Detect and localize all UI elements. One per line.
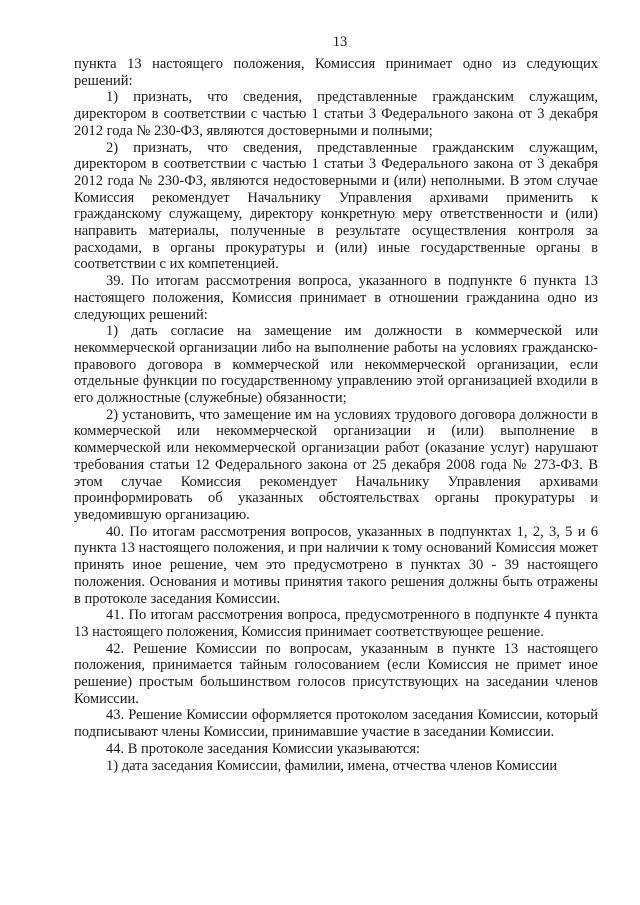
paragraph: пункта 13 настоящего положения, Комиссия принимает одно из следующих решений:	[74, 56, 598, 89]
paragraph: 42. Решение Комиссии по вопросам, указанным в пункте 13 настоящего положения, принимается тайным голосованием (если Комиссия не примет иное решение) простым большинством голосов присутствующих на заседании членов Комиссии.	[74, 640, 598, 707]
paragraph: 1) признать, что сведения, представленные гражданским служащим, директором в соответствии с частью 1 статьи 3 Федерального закона от 3 декабря 2012 года № 230-ФЗ, являются достоверными и полными;	[74, 89, 598, 139]
paragraph: 1) дать согласие на замещение им должности в коммерческой или некоммерческой организации либо на выполнение работы на условиях гражданско-правового договора в коммерческой или некоммерческой организации, если отдельные функции по государственному управлению этой организацией входили в его должностные (служебные) обязанности;	[74, 323, 598, 407]
document-body	[74, 56, 598, 774]
paragraph: 43. Решение Комиссии оформляется протоколом заседания Комиссии, который подписывают члены Комиссии, принимавшие участие в заседании Комиссии.	[74, 707, 598, 741]
paragraph: 2) установить, что замещение им на условиях трудового договора должности в коммерческой или некоммерческой организации и (или) выполнение в коммерческой или некоммерческой организации работ (оказание услуг) нарушают требования статьи 12 Федерального закона от 25 декабря 2008 года № 273-ФЗ. В этом случае Комиссия рекомендует Начальнику Управления архивами проинформировать об указанных обстоятельствах органы прокуратуры и уведомившую организацию.	[74, 406, 598, 523]
paragraph: 40. По итогам рассмотрения вопросов, указанных в подпунктах 1, 2, 3, 5 и 6 пункта 13 настоящего положения, и при наличии к тому оснований Комиссия может принять иное решение, чем это предусмотрено в пунктах 30 - 39 настоящего положения. Основания и мотивы принятия такого решения должны быть отражены в протоколе заседания Комиссии.	[74, 523, 598, 607]
paragraph: 41. По итогам рассмотрения вопроса, предусмотренного в подпункте 4 пункта 13 настоящего положения, Комиссия принимает соответствующее решение.	[74, 607, 598, 640]
paragraph: 44. В протоколе заседания Комиссии указываются:	[106, 740, 421, 757]
paragraph: 39. По итогам рассмотрения вопроса, указанного в подпункте 6 пункта 13 настоящего положения, Комиссия принимает в отношении гражданина одно из следующих решений:	[74, 273, 598, 323]
page-number: 13	[332, 34, 348, 50]
paragraph: 2) признать, что сведения, представленные гражданским служащим, директором в соответствии с частью 1 статьи 3 Федерального закона от 3 декабря 2012 года № 230-ФЗ, являются недостоверными и (или) неполными. В этом случае Комиссия рекомендует Начальнику Управления архивами применить к гражданскому служащему, директору конкретную меру ответственности и (или) направить материалы, полученные в результате осуществления контроля за расходами, в органы прокуратуры и (или) иные государственные органы в соответствии с их компетенцией.	[74, 139, 598, 273]
paragraph: 1) дата заседания Комиссии, фамилии, имена, отчества членов Комиссии	[106, 757, 558, 774]
